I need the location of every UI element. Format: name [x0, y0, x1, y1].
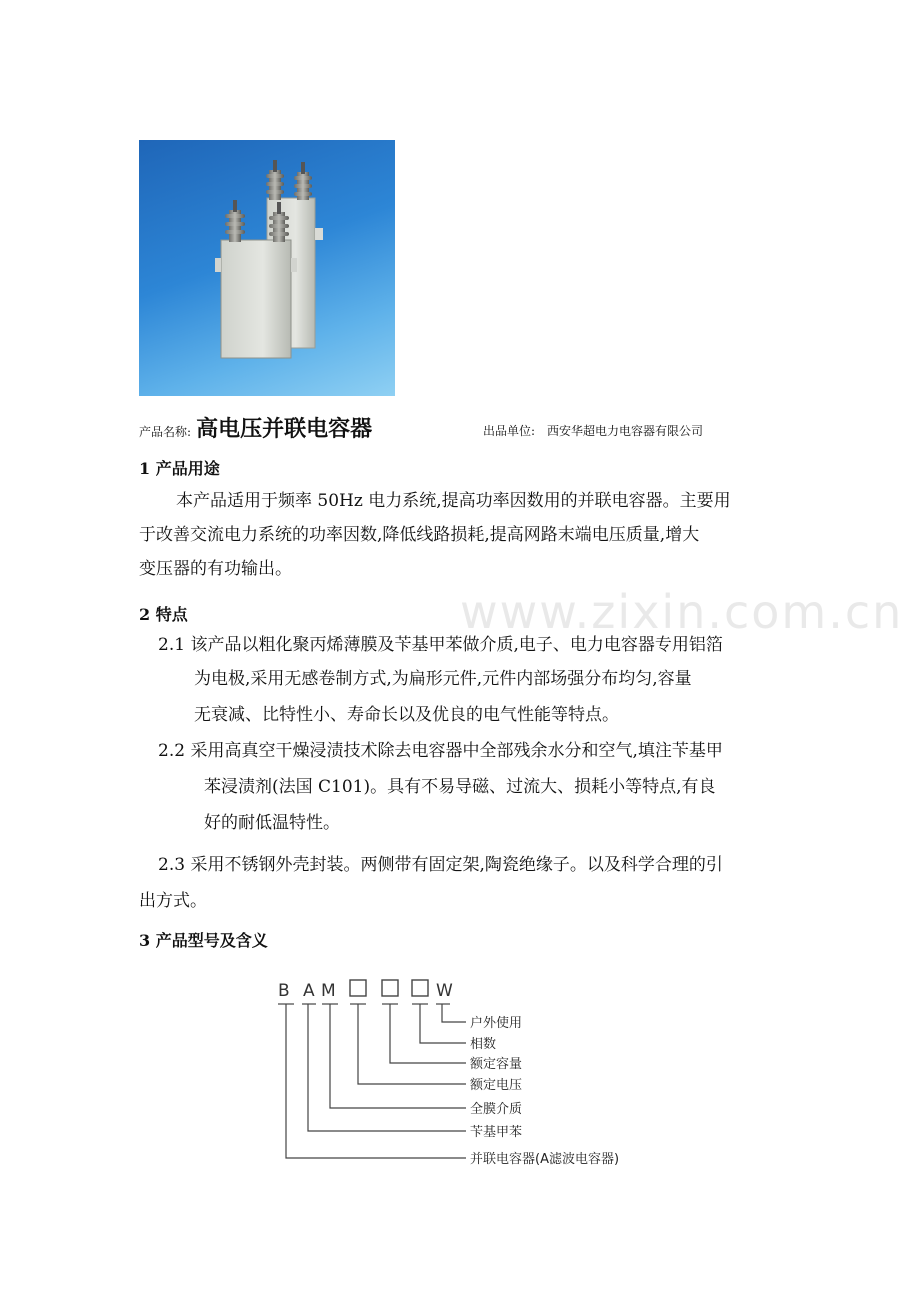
label-phase: 相数	[470, 1037, 497, 1052]
label-outdoor: 户外使用	[470, 1016, 523, 1031]
item-2-2-line-1: 2.2 采用高真空干燥浸渍技术除去电容器中全部残余水分和空气,填注苄基甲	[158, 741, 723, 761]
label-benzyl-toluene: 苄基甲苯	[470, 1125, 523, 1140]
product-info-line	[139, 412, 799, 444]
code-box-voltage	[350, 980, 366, 996]
product-name: 高电压并联电容器	[196, 416, 373, 442]
code-letter-b: B	[278, 981, 290, 1001]
watermark: www.zixin.com.cn	[460, 585, 904, 639]
maker-label: 出品单位:	[483, 424, 536, 438]
capacitor-illustration	[139, 140, 395, 396]
item-2-3-line-1: 2.3 采用不锈钢外壳封装。两侧带有固定架,陶瓷绝缘子。以及科学合理的引	[158, 855, 723, 875]
section-1-title: 1 产品用途	[139, 459, 220, 478]
code-box-capacity	[382, 980, 398, 996]
section-2-title: 2 特点	[139, 605, 188, 624]
product-photo	[139, 140, 395, 396]
item-2-3-line-2: 出方式。	[139, 891, 207, 911]
section-1-line-1: 本产品适用于频率 50Hz 电力系统,提高功率因数用的并联电容器。主要用	[176, 491, 731, 511]
code-letter-w: W	[436, 981, 453, 1001]
label-rated-voltage: 额定电压	[470, 1078, 523, 1093]
code-box-phase	[412, 980, 428, 996]
section-1-line-2: 于改善交流电力系统的功率因数,降低线路损耗,提高网路末端电压质量,增大	[139, 525, 700, 545]
code-letter-m: M	[321, 981, 336, 1001]
item-2-1-line-2: 为电极,采用无感卷制方式,为扁形元件,元件内部场强分布均匀,容量	[194, 669, 692, 689]
item-2-2-line-2: 苯浸渍剂(法国 C101)。具有不易导磁、过流大、损耗小等特点,有良	[204, 777, 716, 797]
product-name-label: 产品名称:	[139, 425, 192, 439]
section-1-line-3: 变压器的有功输出。	[139, 559, 292, 579]
item-2-1-line-1: 2.1 该产品以粗化聚丙烯薄膜及苄基甲苯做介质,电子、电力电容器专用铝箔	[158, 635, 723, 655]
item-2-2-line-3: 好的耐低温特性。	[204, 813, 340, 833]
model-code-diagram	[270, 972, 670, 1172]
item-2-1-line-3: 无衰减、比特性小、寿命长以及优良的电气性能等特点。	[194, 705, 619, 725]
label-shunt-capacitor: 并联电容器(A滤波电容器)	[470, 1152, 620, 1167]
label-rated-capacity: 额定容量	[470, 1057, 523, 1072]
section-3-title: 3 产品型号及含义	[139, 931, 268, 950]
label-all-film: 全膜介质	[470, 1102, 523, 1117]
maker-name: 西安华超电力电容器有限公司	[547, 424, 704, 438]
code-letter-a: A	[303, 981, 315, 1001]
